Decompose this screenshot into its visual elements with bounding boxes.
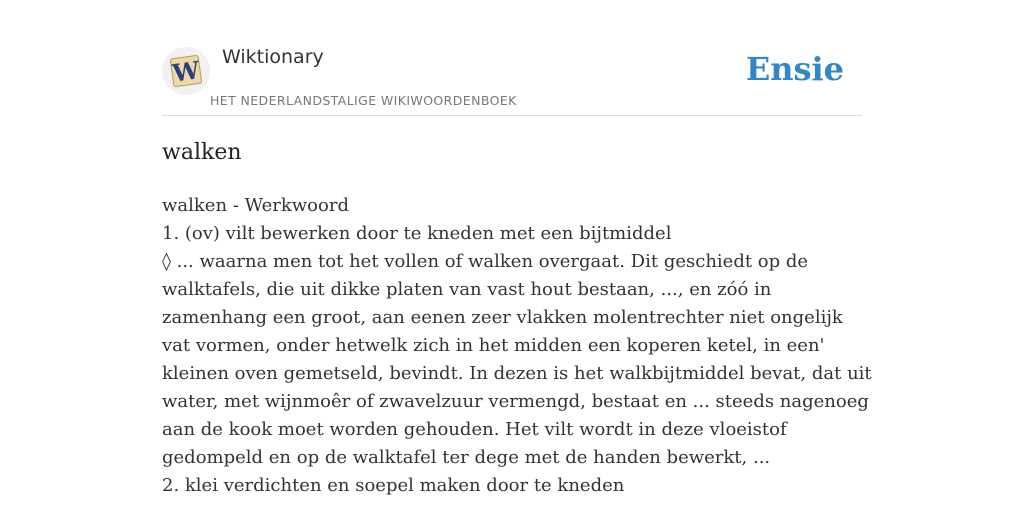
word-type-line: walken - Werkwoord [162, 195, 349, 216]
site-header [162, 40, 862, 116]
ensie-brand-link[interactable]: Ensie [745, 50, 844, 88]
svg-text:W: W [170, 55, 202, 88]
entry-content [162, 192, 872, 500]
wiktionary-logo-icon[interactable] [162, 47, 210, 95]
definition-1: 1. (ov) vilt bewerken door te kneden met een bijtmiddel [162, 223, 672, 244]
w-tile-icon [169, 54, 203, 88]
site-name[interactable]: Wiktionary [222, 46, 324, 68]
example-quote-1: ◊ ... waarna men tot het vollen of walken overgaat. Dit geschiedt op de walktafels, die uit dikke platen van vast hout bestaan, ..., en zóó in zamenhang een groot, aan eenen zeer vlakken molentrechter niet ongelijk vat vormen, onder hetwelk zich in het midden een koperen ketel, in een' kleinen oven gemetseld, bevindt. In dezen is het walkbijtmiddel bevat, dat uit water, met wijnmoêr of zwavelzuur vermengd, bestaat en ... steeds nagenoeg aan de kook moet worden gehouden. Het vilt wordt in deze vloeistof gedompeld en op de walktafel ter dege met de handen bewerkt, ... [162, 251, 872, 468]
site-tagline: HET NEDERLANDSTALIGE WIKIWOORDENBOEK [210, 93, 517, 108]
definition-2: 2. klei verdichten en soepel maken door te kneden [162, 475, 625, 496]
entry-title: walken [162, 140, 242, 165]
